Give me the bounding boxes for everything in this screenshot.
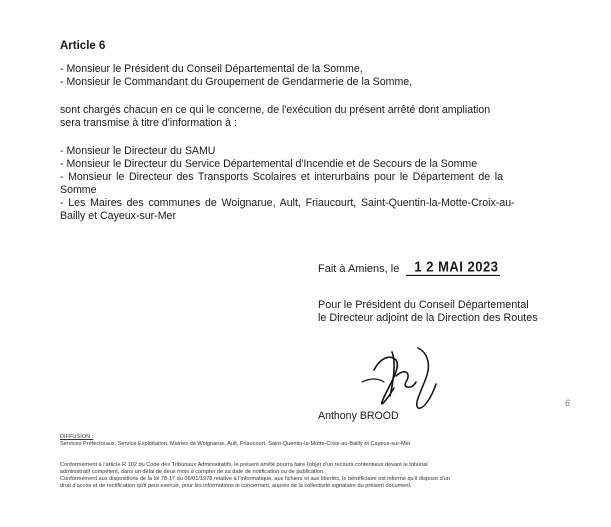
charged-item: - Monsieur le Commandant du Groupement de Gendarmerie de la Somme, [60, 76, 413, 88]
place-date-prefix: Fait à Amiens, le [318, 263, 400, 275]
legal-recours-cont: administratif compétent, dans un délai de deux mois à compter de sa date de notification ou de publication. [60, 469, 325, 475]
charged-item: - Monsieur le Président du Conseil Départemental de la Somme, [60, 63, 363, 75]
intro-line: sont chargés chacun en ce qui le concerne, de l'exécution du présent arrêté dont ampliation [60, 104, 491, 116]
recipient-samu: - Monsieur le Directeur du SAMU [60, 145, 216, 157]
signer-name: Anthony BROOD [318, 410, 399, 422]
diffusion-list: Services Préfectoraux, Service Exploitation, Mairies de Woignarue, Ault, Friaucourt, Saint-Quentin-la-Motte-Croix-au-Bailly et Cayeux-sur-Mer [60, 441, 411, 447]
place-date [318, 257, 500, 276]
intro-line: sera transmise à titre d'information à : [60, 117, 237, 129]
article-title: Article 6 [60, 40, 106, 52]
margin-mark: 6 [565, 398, 571, 408]
signature-line: Pour le Président du Conseil Départemental [318, 299, 529, 311]
signature-block [318, 299, 538, 325]
handwritten-signature [356, 338, 446, 410]
recipient-transports-cont: Somme [60, 184, 97, 196]
footer-legal [60, 462, 560, 490]
date-stamp: 1 2 MAI 2023 [406, 258, 500, 276]
legal-cnil-cont: droit d'accès et de rectification qu'il peut exercer, pour les informations le concernant, auprès de la collectivité signataire du présent document. [60, 483, 412, 489]
recipients-list [60, 145, 550, 223]
signature-line: le Directeur adjoint de la Direction des Routes [318, 312, 538, 324]
diffusion-label: DIFFUSION : [60, 434, 94, 440]
recipient-transports: - Monsieur le Directeur des Transports Scolaires et interurbains pour le Département de la [60, 171, 503, 183]
recipient-sdis: - Monsieur le Directeur du Service Départemental d'Incendie et de Secours de la Somme [60, 158, 478, 170]
footer-diffusion [60, 434, 560, 448]
legal-recours: Conformément à l'article R 102 du Code des Tribunaux Administratifs, le présent arrêté pourra faire l'objet d'un recours contentieux devant le tribunal [60, 462, 428, 468]
recipient-maires: - Les Maires des communes de Woignarue, Ault, Friaucourt, Saint-Quentin-la-Motte-Croix-au- [60, 197, 515, 209]
legal-cnil: Conformément aux dispositions de la loi 78-17 du 06/01/1978 relative à l'informatique, aux fichiers et aux libertés, le bénéficiaire est informé qu'il dispose d'un [60, 476, 451, 482]
charged-list [60, 63, 412, 89]
recipient-maires-cont: Bailly et Cayeux-sur-Mer [60, 210, 176, 222]
intro-paragraph [60, 104, 490, 130]
